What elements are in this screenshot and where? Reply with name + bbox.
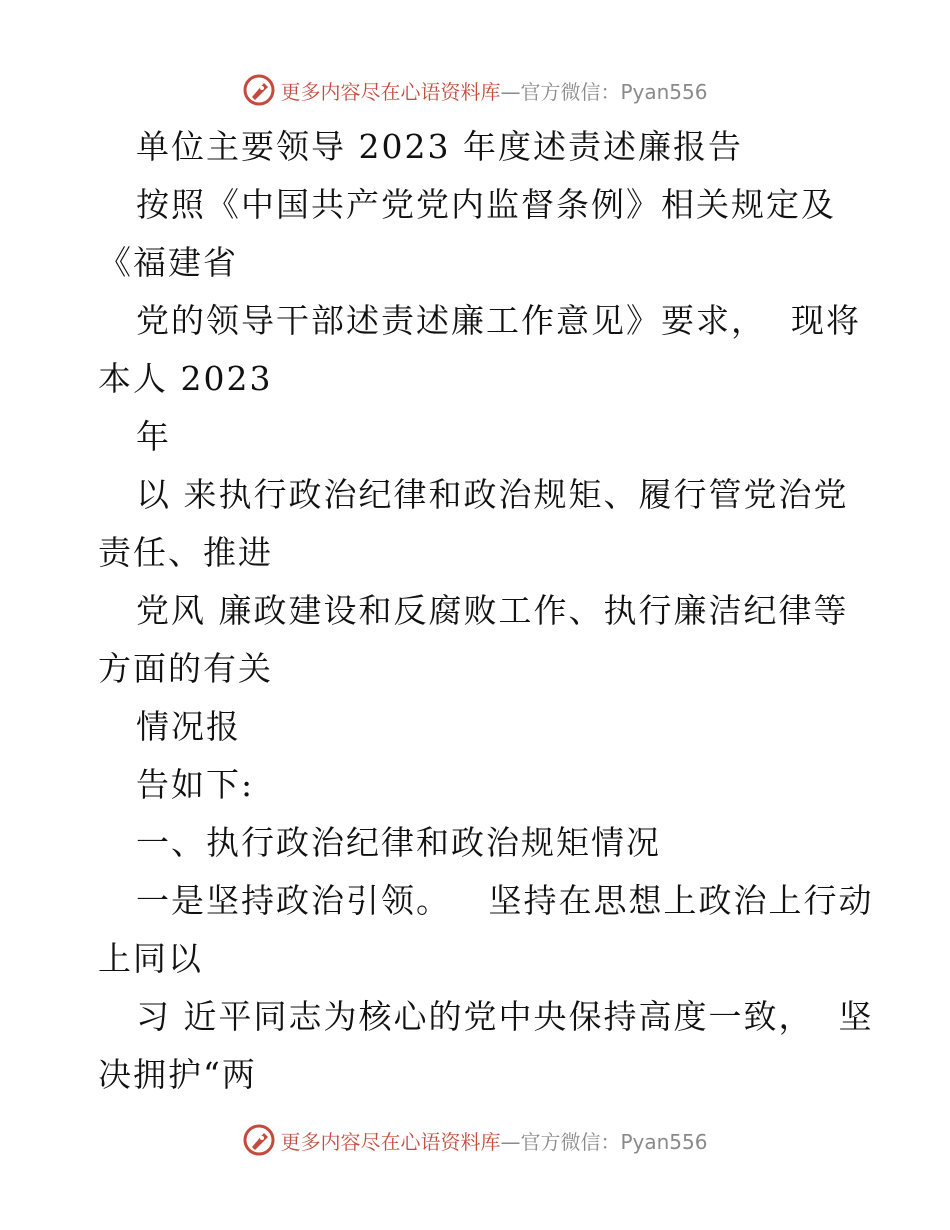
- paragraph-line: 以 来执行政治纪律和政治规矩、履行管党治党: [136, 475, 849, 514]
- paragraph-line: 党风 廉政建设和反腐败工作、执行廉洁纪律等: [136, 591, 849, 630]
- document-body: [98, 118, 878, 1104]
- paragraph-line: 上同以: [98, 939, 203, 978]
- footer-watermark: [0, 1120, 950, 1160]
- paragraph-line: 年: [136, 417, 171, 456]
- paragraph-line: 按照《中国共产党党内监督条例》相关规定及: [136, 185, 836, 224]
- paragraph-line: 责任、推进: [98, 533, 273, 572]
- paragraph-line: 告如下:: [136, 765, 255, 804]
- header-watermark: [0, 70, 950, 110]
- paragraph-line: 方面的有关: [98, 649, 273, 688]
- paragraph-line: 决拥护“两: [98, 1055, 257, 1094]
- watermark-text-gray: —官方微信：Pyan556: [500, 79, 708, 104]
- watermark-text: [280, 76, 707, 105]
- pen-nib-circle-icon: [242, 73, 276, 107]
- paragraph-line: 情况报: [136, 707, 241, 746]
- paragraph-line: 《福建省: [98, 243, 238, 282]
- pen-nib-circle-icon: [242, 1123, 276, 1157]
- document-title: 单位主要领导 2023 年度述责述廉报告: [136, 127, 743, 166]
- watermark-text-red: 更多内容尽在心语资料库: [280, 1129, 501, 1154]
- watermark-text-red: 更多内容尽在心语资料库: [280, 79, 501, 104]
- paragraph-line: 本人 2023: [98, 359, 273, 398]
- paragraph-line: 一是坚持政治引领。 坚持在思想上政治上行动: [136, 881, 874, 920]
- paragraph-line: 党的领导干部述责述廉工作意见》要求， 现将: [136, 301, 861, 340]
- paragraph-line: 习 近平同志为核心的党中央保持高度一致， 坚: [136, 997, 874, 1036]
- section-heading: 一、执行政治纪律和政治规矩情况: [136, 823, 661, 862]
- watermark-text-gray: —官方微信：Pyan556: [500, 1129, 708, 1154]
- watermark-text: [280, 1126, 707, 1155]
